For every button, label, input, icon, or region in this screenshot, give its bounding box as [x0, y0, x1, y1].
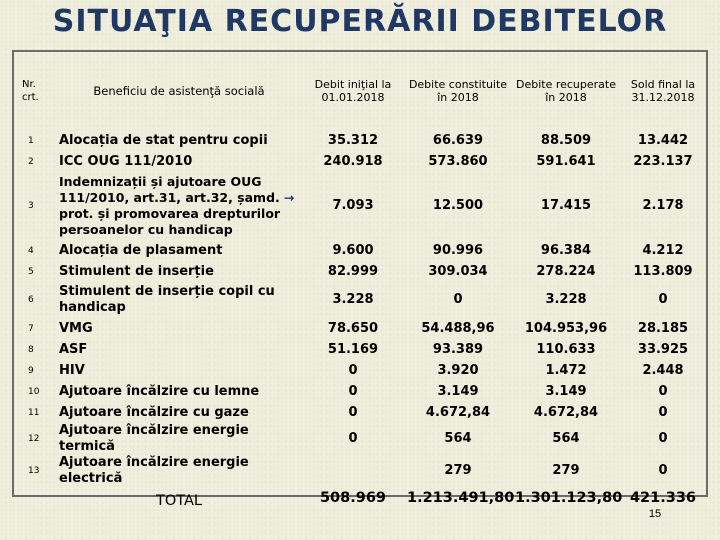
- row-number: 13: [28, 466, 40, 476]
- cell-debite-recuperate: 591.641: [536, 153, 596, 169]
- row-name: Ajutoare încălzire energie electrică: [59, 455, 249, 486]
- table-row: [14, 360, 706, 381]
- table-row: [14, 402, 706, 423]
- cell-debite-recuperate: 278.224: [536, 263, 596, 279]
- row-name: ASF: [59, 341, 88, 357]
- cell-debite-recuperate: 88.509: [540, 132, 592, 148]
- row-number: 2: [28, 156, 34, 167]
- cell-debite-recuperate: 1.472: [545, 362, 587, 378]
- cell-sold-final: 113.809: [633, 263, 693, 279]
- header-sold-final: Sold final la 31.12.2018: [630, 78, 696, 104]
- cell-debite-constituite: 4.672,84: [425, 404, 491, 420]
- cell-debite-constituite: 12.500: [432, 198, 484, 213]
- row-name: ICC OUG 111/2010: [59, 153, 193, 169]
- row-number: 6: [28, 295, 34, 305]
- cell-sold-final: 4.212: [642, 242, 684, 258]
- row-number: 1: [28, 135, 34, 146]
- table-row: [14, 130, 706, 151]
- cell-debit-initial: [302, 455, 404, 487]
- cell-debite-recuperate: 4.672,84: [533, 404, 599, 420]
- table-row: [14, 339, 706, 360]
- cell-debit-initial: 78.650: [327, 320, 379, 336]
- cell-debit-initial: 35.312: [327, 132, 379, 148]
- cell-sold-final: 2.178: [642, 198, 684, 213]
- row-name: [56, 172, 302, 240]
- header-beneficiu: Beneficiu de asistenţă socială: [93, 83, 265, 98]
- row-number: 11: [28, 407, 40, 418]
- cell-sold-final: 28.185: [637, 320, 689, 336]
- debit-table: [12, 50, 708, 509]
- cell-debit-initial: 51.169: [327, 341, 379, 357]
- total-debite-recuperate: 1.301.123,80: [515, 490, 623, 506]
- row-name: Ajutoare încălzire cu lemne: [59, 383, 260, 399]
- table-row: [14, 455, 706, 487]
- row-number: 7: [28, 323, 34, 334]
- table-row: [14, 318, 706, 339]
- row-number: 5: [28, 266, 34, 277]
- cell-sold-final: 0: [658, 431, 668, 446]
- cell-debit-initial: 0: [348, 431, 358, 446]
- cell-debit-initial: 0: [348, 383, 358, 399]
- cell-debite-recuperate: 3.149: [545, 383, 587, 399]
- table-row: [14, 261, 706, 282]
- row-number: 3: [28, 201, 34, 211]
- cell-debite-recuperate: 104.953,96: [524, 320, 608, 336]
- cell-debite-constituite: 0: [453, 292, 463, 307]
- cell-debit-initial: 82.999: [327, 263, 379, 279]
- page-number: 15: [648, 508, 662, 520]
- cell-debit-initial: 7.093: [332, 198, 374, 213]
- row-name: HIV: [59, 362, 85, 378]
- row-number: 12: [28, 434, 40, 444]
- table-header-row: [14, 52, 706, 130]
- row-name: Alocația de plasament: [59, 242, 223, 258]
- row-name: VMG: [59, 320, 93, 336]
- table-row: [14, 423, 706, 455]
- cell-sold-final: 223.137: [633, 153, 693, 169]
- cell-debite-recuperate: 96.384: [540, 242, 592, 258]
- cell-debite-recuperate: 17.415: [540, 198, 592, 213]
- row-name: Ajutoare încălzire cu gaze: [59, 404, 249, 420]
- header-debit-initial: Debit iniţial la 01.01.2018: [314, 78, 392, 104]
- cell-debite-constituite: 279: [444, 463, 472, 478]
- cell-debite-constituite: 3.920: [437, 362, 479, 378]
- cell-debit-initial: 240.918: [323, 153, 383, 169]
- cell-sold-final: 13.442: [637, 132, 689, 148]
- cell-sold-final: 0: [658, 383, 668, 399]
- table-row: [14, 381, 706, 402]
- table-row: [14, 151, 706, 172]
- cell-debite-recuperate: 110.633: [536, 341, 596, 357]
- row-name: Ajutoare încălzire energie termică: [59, 423, 249, 454]
- row-number: 4: [28, 245, 34, 256]
- cell-sold-final: 0: [658, 292, 668, 307]
- cell-debite-recuperate: 3.228: [545, 292, 587, 307]
- cell-debit-initial: 0: [348, 404, 358, 420]
- cell-debite-constituite: 3.149: [437, 383, 479, 399]
- header-debite-recuperate: Debite recuperate în 2018: [515, 78, 616, 104]
- row-name: Alocația de stat pentru copii: [59, 132, 268, 148]
- row-number: 8: [28, 344, 34, 355]
- total-nr-empty: [14, 487, 56, 509]
- cell-debite-constituite: 90.996: [432, 242, 484, 258]
- table-total-row: [14, 487, 706, 509]
- cell-debite-recuperate: 279: [552, 463, 580, 478]
- total-label: TOTAL: [156, 493, 202, 509]
- row-number: 10: [28, 386, 40, 397]
- row-name: Stimulent de inserție: [59, 263, 214, 279]
- header-nr: Nr. crt.: [22, 79, 39, 103]
- cell-debite-constituite: 573.860: [428, 153, 488, 169]
- total-debit-initial: 508.969: [319, 490, 387, 506]
- arrow-right-icon: →: [283, 190, 295, 205]
- cell-debite-constituite: 54.488,96: [421, 320, 495, 336]
- cell-sold-final: 2.448: [642, 362, 684, 378]
- total-sold-final: 421.336: [629, 490, 697, 506]
- row-name-part2: prot. și promovarea drepturilor persoanelor cu handicap: [59, 206, 281, 237]
- cell-debite-constituite: 66.639: [432, 132, 484, 148]
- row-number: 9: [28, 365, 34, 376]
- cell-debit-initial: 3.228: [332, 292, 374, 307]
- cell-sold-final: 0: [658, 404, 668, 420]
- header-debite-constituite: Debite constituite în 2018: [408, 78, 508, 104]
- cell-debite-constituite: 93.389: [432, 341, 484, 357]
- row-name-part1: Indemnizații și ajutoare OUG 111/2010, art.31, art.32, șamd.: [59, 174, 280, 205]
- cell-sold-final: 0: [658, 463, 668, 478]
- cell-sold-final: 33.925: [637, 341, 689, 357]
- cell-debite-recuperate: 564: [552, 431, 580, 446]
- table-row: [14, 172, 706, 240]
- total-debite-constituite: 1.213.491,80: [407, 490, 515, 506]
- row-name: Stimulent de inserție copil cu handicap: [59, 284, 275, 315]
- table-row: [14, 240, 706, 261]
- page-title: SITUAŢIA RECUPERĂRII DEBITELOR: [52, 4, 668, 39]
- table-row: [14, 282, 706, 318]
- cell-debit-initial: 9.600: [332, 242, 374, 258]
- cell-debit-initial: 0: [348, 362, 358, 378]
- cell-debite-constituite: 309.034: [428, 263, 488, 279]
- cell-debite-constituite: 564: [444, 431, 472, 446]
